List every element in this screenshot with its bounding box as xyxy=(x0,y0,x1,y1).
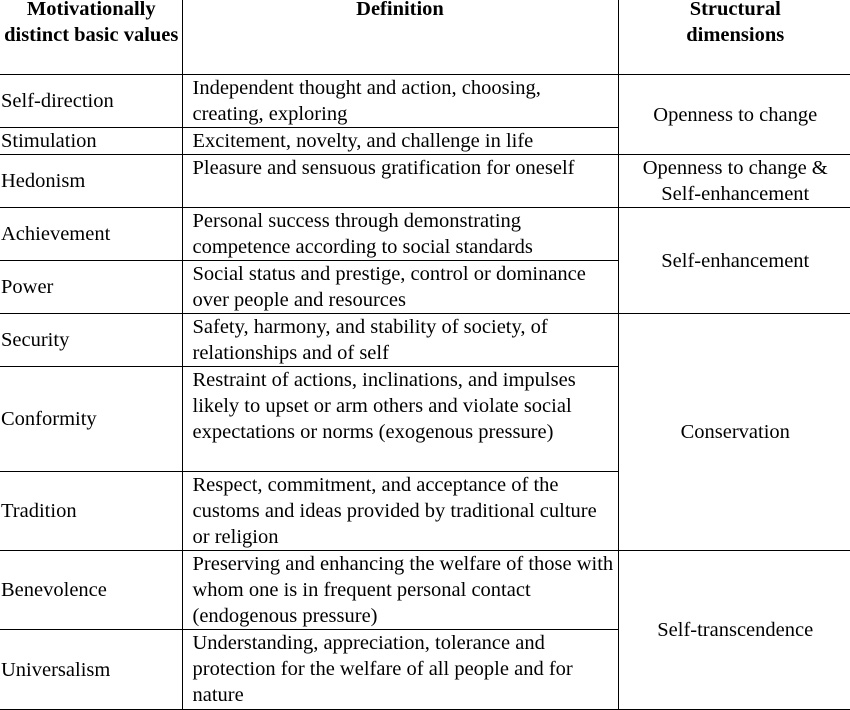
value-cell: Hedonism xyxy=(0,155,182,208)
table-row xyxy=(0,208,850,261)
table-row xyxy=(0,314,850,367)
value-cell: Self-direction xyxy=(0,75,182,128)
definition-cell: Social status and prestige, control or dominance over people and resources xyxy=(182,261,618,314)
header-definition: Definition xyxy=(182,0,618,75)
dimension-line-1: Openness to change & xyxy=(619,155,850,181)
definition-cell: Pleasure and sensuous gratification for oneself xyxy=(182,155,618,208)
definition-cell: Safety, harmony, and stability of society, of relationships and of self xyxy=(182,314,618,367)
header-values: Motivationally distinct basic values xyxy=(0,0,182,75)
definition-cell: Independent thought and action, choosing, creating, exploring xyxy=(182,75,618,128)
value-cell: Conformity xyxy=(0,367,182,472)
definition-cell: Personal success through demonstrating competence according to social standards xyxy=(182,208,618,261)
definition-cell: Restraint of actions, inclinations, and impulses likely to upset or arm others and violate social expectations or norms (exogenous pressure) xyxy=(182,367,618,472)
dimension-cell-self-transcendence: Self-transcendence xyxy=(618,551,850,710)
value-cell: Stimulation xyxy=(0,128,182,155)
dimension-cell-openness: Openness to change xyxy=(618,75,850,155)
dimension-line-2: Self-enhancement xyxy=(619,181,850,207)
value-cell: Universalism xyxy=(0,630,182,710)
value-cell: Achievement xyxy=(0,208,182,261)
table-row xyxy=(0,551,850,630)
table-row xyxy=(0,155,850,208)
table-row xyxy=(0,75,850,128)
value-cell: Power xyxy=(0,261,182,314)
definition-cell: Understanding, appreciation, tolerance and protection for the welfare of all people and for nature xyxy=(182,630,618,710)
dimension-cell-self-enhancement: Self-enhancement xyxy=(618,208,850,314)
definition-cell: Excitement, novelty, and challenge in life xyxy=(182,128,618,155)
header-row xyxy=(0,0,850,75)
header-dimensions: Structural dimensions xyxy=(618,0,850,75)
definition-cell: Respect, commitment, and acceptance of the customs and ideas provided by traditional culture or religion xyxy=(182,472,618,551)
value-cell: Tradition xyxy=(0,472,182,551)
value-cell: Benevolence xyxy=(0,551,182,630)
definition-cell: Preserving and enhancing the welfare of those with whom one is in frequent personal contact (endogenous pressure) xyxy=(182,551,618,630)
value-cell: Security xyxy=(0,314,182,367)
dimension-cell-openness-self-enhancement xyxy=(618,155,850,208)
dimension-cell-conservation: Conservation xyxy=(618,314,850,551)
